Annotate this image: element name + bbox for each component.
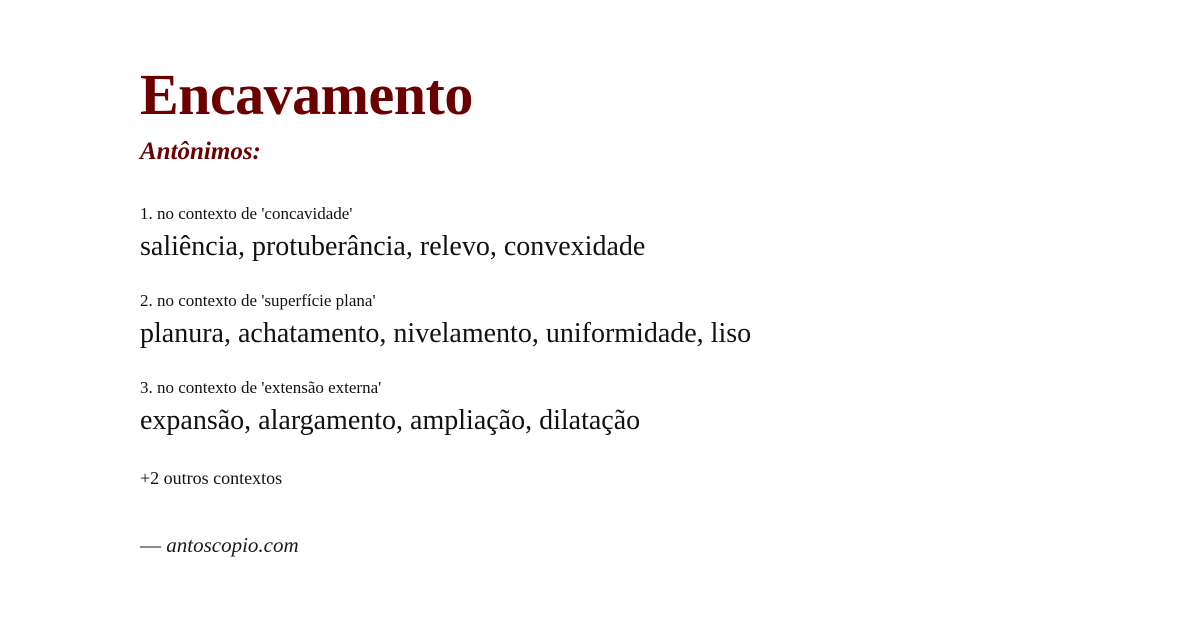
source-attribution bbox=[140, 533, 1060, 558]
sense-list bbox=[140, 203, 1060, 438]
sense-words: saliência, protuberância, relevo, convexidade bbox=[140, 230, 646, 262]
sense-number: 2. bbox=[140, 290, 153, 310]
more-contexts-label: +2 outros contextos bbox=[140, 467, 283, 488]
section-subtitle: Antônimos: bbox=[140, 137, 261, 165]
sense-context-line bbox=[140, 290, 1060, 312]
list-item bbox=[140, 377, 1060, 438]
sense-words: expansão, alargamento, ampliação, dilatação bbox=[140, 404, 641, 436]
page-title: Encavamento bbox=[140, 62, 473, 127]
sense-words: planura, achatamento, nivelamento, uniformidade, liso bbox=[140, 317, 752, 349]
list-item bbox=[140, 290, 1060, 351]
sense-context-line bbox=[140, 377, 1060, 399]
sense-number: 3. bbox=[140, 377, 153, 397]
em-dash: — bbox=[140, 532, 161, 557]
sense-context-line bbox=[140, 203, 1060, 225]
source-name: antoscopio.com bbox=[166, 532, 299, 557]
sense-context-label: no contexto de 'extensão externa' bbox=[157, 377, 382, 397]
sense-context-label: no contexto de 'concavidade' bbox=[157, 203, 353, 223]
sense-context-label: no contexto de 'superfície plana' bbox=[157, 290, 376, 310]
sense-number: 1. bbox=[140, 203, 153, 223]
list-item bbox=[140, 203, 1060, 264]
